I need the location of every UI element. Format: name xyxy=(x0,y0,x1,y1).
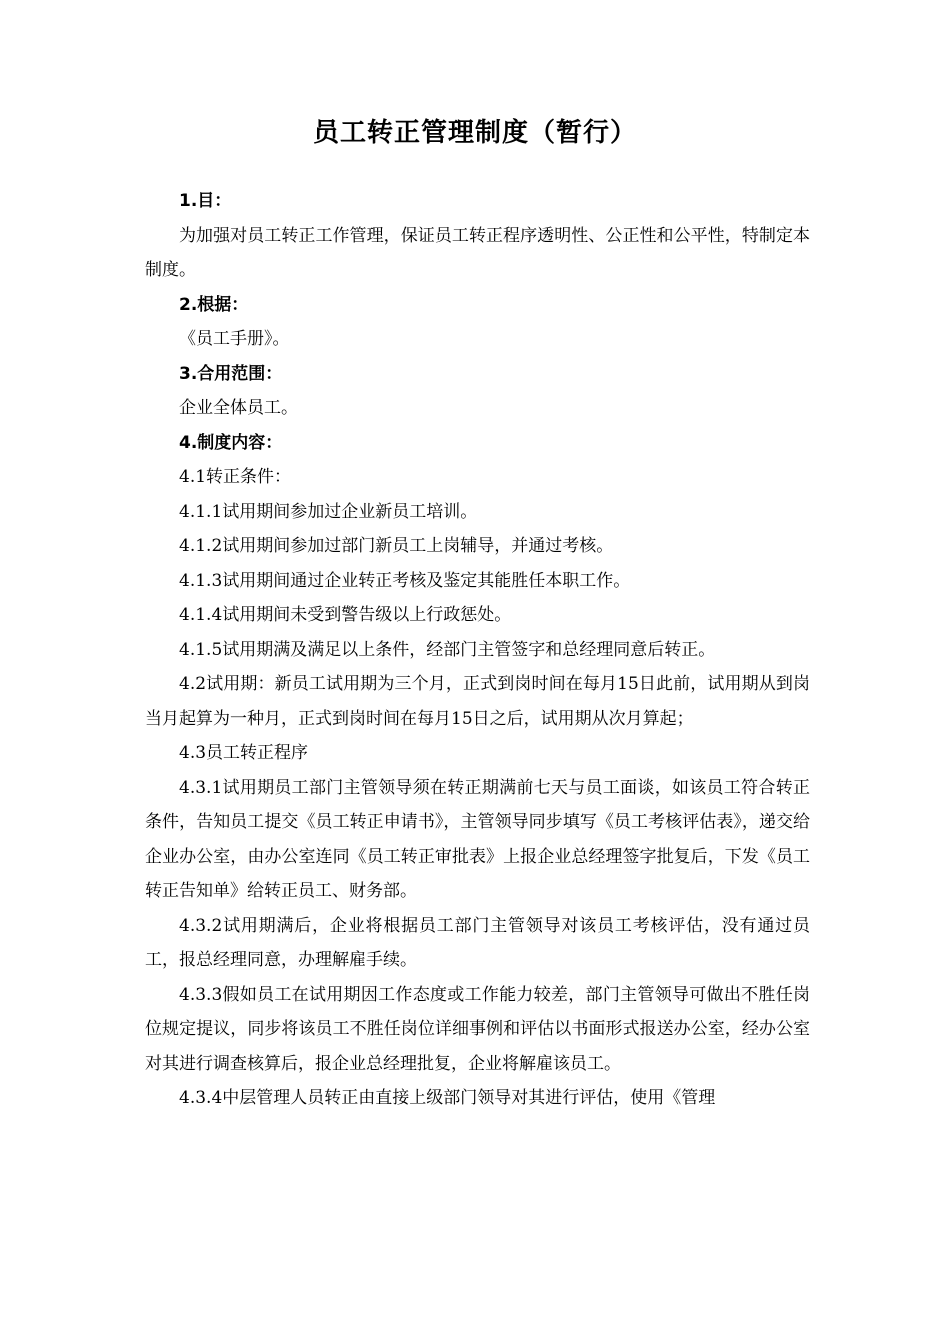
section-heading-scope: 3.合用范围： xyxy=(179,363,283,384)
paragraph-4-1-4: 4.1.4试用期间未受到警告级以上行政惩处。 xyxy=(179,605,512,625)
paragraph-4-1-2: 4.1.2试用期间参加过部门新员工上岗辅导，并通过考核。 xyxy=(179,536,614,556)
document-title: 员工转正管理制度（暂行） xyxy=(312,118,637,148)
paragraph-4-1: 4.1转正条件： xyxy=(179,467,292,487)
section-heading-purpose: 1.目： xyxy=(179,191,232,211)
paragraph-4-1-3: 4.1.3试用期间通过企业转正考核及鉴定其能胜任本职工作。 xyxy=(179,570,631,591)
paragraph-scope: 企业全体员工。 xyxy=(179,398,298,418)
paragraph-4-3-4: 4.3.4中层管理人员转正由直接上级部门领导对其进行评估，使用《管理 xyxy=(179,1088,716,1108)
paragraph-4-3-2: 4.3.2试用期满后，企业将根据员工部门主管领导对该员工考核评估，没有通过员工，报总经理同意，办理解雇手续。 xyxy=(145,915,810,970)
paragraph-purpose: 为加强对员工转正工作管理，保证员工转正程序透明性、公正性和公平性，特制定本制度。 xyxy=(145,225,810,280)
section-heading-content: 4.制度内容： xyxy=(179,432,283,453)
document-body xyxy=(145,184,810,1116)
paragraph-4-3-1: 4.3.1试用期员工部门主管领导须在转正期满前七天与员工面谈，如该员工符合转正条件，告知员工提交《员工转正申请书》，主管领导同步填写《员工考核评估表》，递交给企业办公室，由办公室连同《员工转正审批表》上报企业总经理签字批复后，下发《员工转正告知单》给转正员工、财务部。 xyxy=(145,777,810,901)
section-heading-basis: 2.根据： xyxy=(179,294,249,315)
paragraph-4-3-3: 4.3.3假如员工在试用期因工作态度或工作能力较差，部门主管领导可做出不胜任岗位规定提议，同步将该员工不胜任岗位详细事例和评估以书面形式报送办公室，经办公室对其进行调查核算后，报企业总经理批复，企业将解雇该员工。 xyxy=(145,984,810,1074)
paragraph-basis: 《员工手册》。 xyxy=(179,329,290,349)
paragraph-4-1-1: 4.1.1试用期间参加过企业新员工培训。 xyxy=(179,501,478,522)
paragraph-4-3: 4.3员工转正程序 xyxy=(179,743,309,763)
paragraph-4-1-5: 4.1.5试用期满及满足以上条件，经部门主管签字和总经理同意后转正。 xyxy=(179,639,716,660)
paragraph-4-2: 4.2试用期：新员工试用期为三个月，正式到岗时间在每月15日此前，试用期从到岗当月起算为一种月，正式到岗时间在每月15日之后，试用期从次月算起； xyxy=(145,674,810,729)
